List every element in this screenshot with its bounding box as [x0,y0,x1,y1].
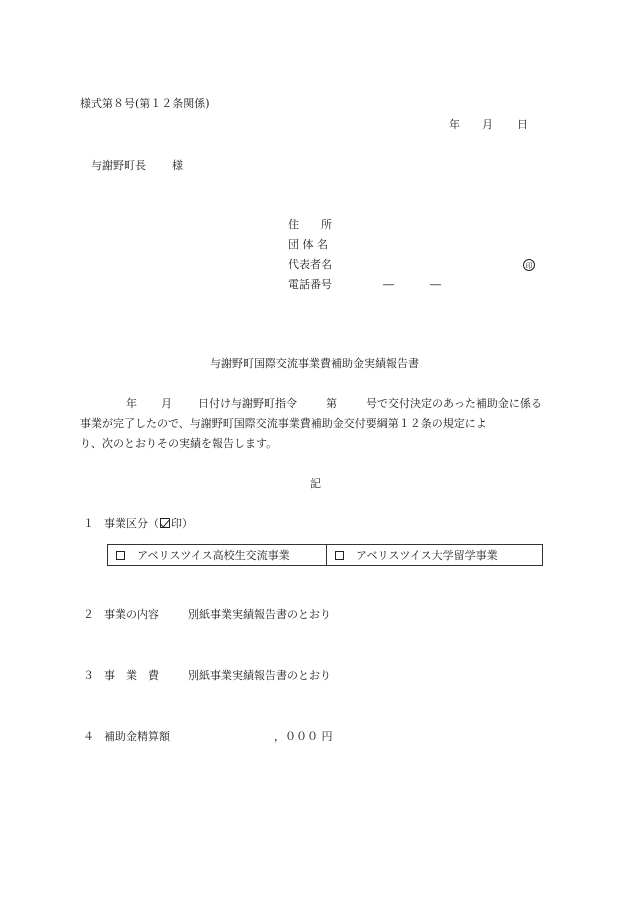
addressee-honorific: 様 [172,159,183,172]
phone-dash-1: ― [383,278,394,291]
document-title: 与謝野町国際交流事業費補助金実績報告書 [210,357,419,370]
option-high-school-label: アベリスツイス高校生交流事業 [137,549,290,562]
section-4-number: ４ [83,730,94,743]
section-2-value: 別紙事業実績報告書のとおり [188,608,331,621]
checkmark-icon [160,518,170,528]
section-2-label: 事業の内容 [104,608,159,621]
form-number: 様式第８号(第１２条関係) [80,97,210,110]
option-high-school[interactable] [108,545,327,566]
phone-label: 電話番号 [288,278,332,291]
section-4-amount: ，０００ 円 [274,730,333,743]
body-date-text: 日付け与謝野町指令 [198,397,297,410]
body-year: 年 [126,397,137,410]
section-1-label [104,517,193,531]
section-3-label: 事 業 費 [104,669,159,682]
ki-heading: 記 [310,477,321,490]
section-1-label-post: 印） [171,517,193,530]
addressee-name: 与謝野町長 [91,159,146,172]
option-university[interactable] [327,545,543,566]
checkbox-icon[interactable] [116,551,125,560]
seal-mark: 印 [523,259,535,271]
section-1-number: １ [83,517,94,530]
body-dai: 第 [326,397,337,410]
checkbox-icon[interactable] [335,551,344,560]
section-3-value: 別紙事業実績報告書のとおり [188,669,331,682]
address-label: 住 所 [288,218,332,231]
option-university-label: アベリスツイス大学留学事業 [356,549,498,562]
section-1-label-pre: 事業区分（ [104,517,159,530]
date-year: 年 [449,118,460,131]
date-month: 月 [482,118,493,131]
body-month: 月 [161,397,172,410]
group-name-label: 団 体 名 [288,238,328,251]
phone-dash-2: ― [430,278,441,291]
representative-label: 代表者名 [288,258,332,271]
business-category-table [107,544,543,566]
section-4-label: 補助金精算額 [104,730,170,743]
body-line-3: り、次のとおりその実績を報告します。 [80,437,278,450]
section-3-number: ３ [83,669,94,682]
section-2-number: ２ [83,608,94,621]
body-line1-rest: 号で交付決定のあった補助金に係る [366,397,542,410]
body-line-2: 事業が完了したので、与謝野町国際交流事業費補助金交付要綱第１２条の規定によ [80,417,487,430]
date-day: 日 [517,118,528,131]
